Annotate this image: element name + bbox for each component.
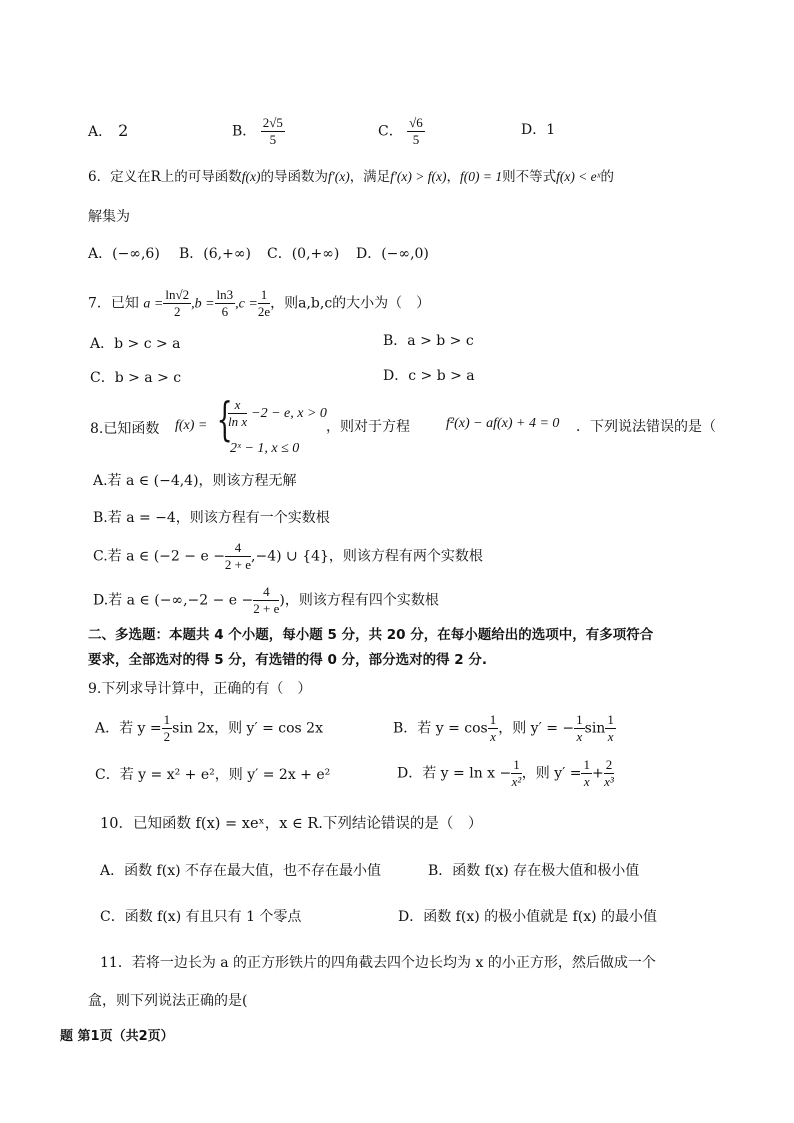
q8-case1: $\frac{x}{\text{ln x}}$ −2 − e, x > 0: [228, 397, 327, 429]
q8-mid: ，则对于方程: [326, 419, 410, 435]
q8-option-c: C.若 a ∈ (−2 − e − $\frac{4}{2 + e}$ ,−4) ∪ {4}，则该方程有两个实数根: [93, 540, 483, 572]
section2-header-line2: 要求，全部选对的得 5 分，有选错的得 0 分，部分选对的得 2 分.: [88, 652, 488, 668]
q8-brace: {: [216, 392, 233, 446]
q6-stem: 6．定义在R上的可导函数f(x)的导函数为f′(x)，满足f′(x) > f(x)，f(0) = 1则不等式f(x) < eˣ的: [88, 169, 614, 185]
q7-option-c: C．b > a > c: [90, 370, 182, 386]
q5-option-a: A． 2: [88, 121, 129, 140]
q10-option-c: C．函数 f(x) 有且只有 1 个零点: [100, 909, 302, 925]
q7-option-d: D．c > b > a: [383, 368, 475, 384]
q9-option-a: A．若 y = $\frac{1}{2}$ sin 2x，则 y′ = cos 2x: [95, 712, 323, 744]
q8-case2: 2ˣ − 1, x ≤ 0: [230, 441, 300, 456]
q10-option-a: A．函数 f(x) 不存在最大值，也不存在最小值: [100, 863, 382, 879]
q8-option-a: A.若 a ∈ (−4,4)，则该方程无解: [93, 473, 297, 489]
q9-option-d: D．若 y = ln x − $\frac{1}{\text{x²}}$ ，则 y′ = $\frac{1}{x}$ + $\frac{2}{\text{x³}}$: [397, 757, 614, 789]
q7-option-b: B．a > b > c: [383, 333, 474, 349]
q6-option-a: A．(−∞,6): [88, 246, 160, 262]
q5-option-d: D．1: [521, 122, 556, 138]
q6-option-b: B．(6,+∞): [179, 246, 251, 262]
q9-option-c: C．若 y = x² + e²，则 y′ = 2x + e²: [95, 767, 331, 783]
q8-suffix: ．下列说法错误的是（: [576, 419, 716, 435]
q7-option-a: A．b > c > a: [90, 336, 181, 352]
q9-option-b: B．若 y = cos $\frac{1}{x}$ ，则 y′ = − $\frac{1}{x}$ sin $\frac{1}{x}$: [393, 712, 614, 744]
q10-stem: 10．已知函数 f(x) = xeˣ，x ∈ R.下列结论错误的是（ ）: [100, 816, 483, 832]
q9-stem: 9.下列求导计算中，正确的有（ ）: [88, 681, 312, 697]
q7-stem: 7．已知 a = $\frac{\ln√2}{2}$ ,b = $\frac{\ln 3}{6}$ ,c = $\frac{1}{2e}$ ，则a,b,c的大小为（ ）: [88, 287, 431, 319]
q10-option-b: B．函数 f(x) 存在极大值和极小值: [428, 863, 640, 879]
page-footer: 题 第1页（共2页）: [60, 1029, 174, 1044]
q6-option-c: C．(0,+∞): [267, 246, 340, 262]
q11-stem-line1: 11．若将一边长为 a 的正方形铁片的四角截去四个边长均为 x 的小正方形，然后做成一个: [100, 955, 656, 971]
q8-prefix: 8.已知函数: [90, 421, 160, 437]
q11-stem-line2: 盒，则下列说法正确的是(: [88, 993, 248, 1009]
q6-stem-line2: 解集为: [88, 209, 130, 225]
q8-fx: f(x) =: [175, 418, 208, 433]
q8-equation: f²(x) − af(x) + 4 = 0: [446, 416, 560, 431]
q8-option-b: B.若 a = −4，则该方程有一个实数根: [93, 510, 330, 526]
q8-option-d: D.若 a ∈ (−∞,−2 − e − $\frac{4}{2 + e}$ )，则该方程有四个实数根: [93, 584, 439, 616]
section2-header-line1: 二、多选题：本题共 4 个小题，每小题 5 分，共 20 分，在每小题给出的选项中，有多项符合: [88, 627, 654, 643]
q5-option-b: B． $\frac{2√5}{5}$: [232, 115, 283, 147]
q10-option-d: D．函数 f(x) 的极小值就是 f(x) 的最小值: [398, 909, 658, 925]
q5-option-c: C． $\frac{√6}{5}$: [378, 115, 423, 147]
q6-option-d: D．(−∞,0): [356, 246, 429, 262]
